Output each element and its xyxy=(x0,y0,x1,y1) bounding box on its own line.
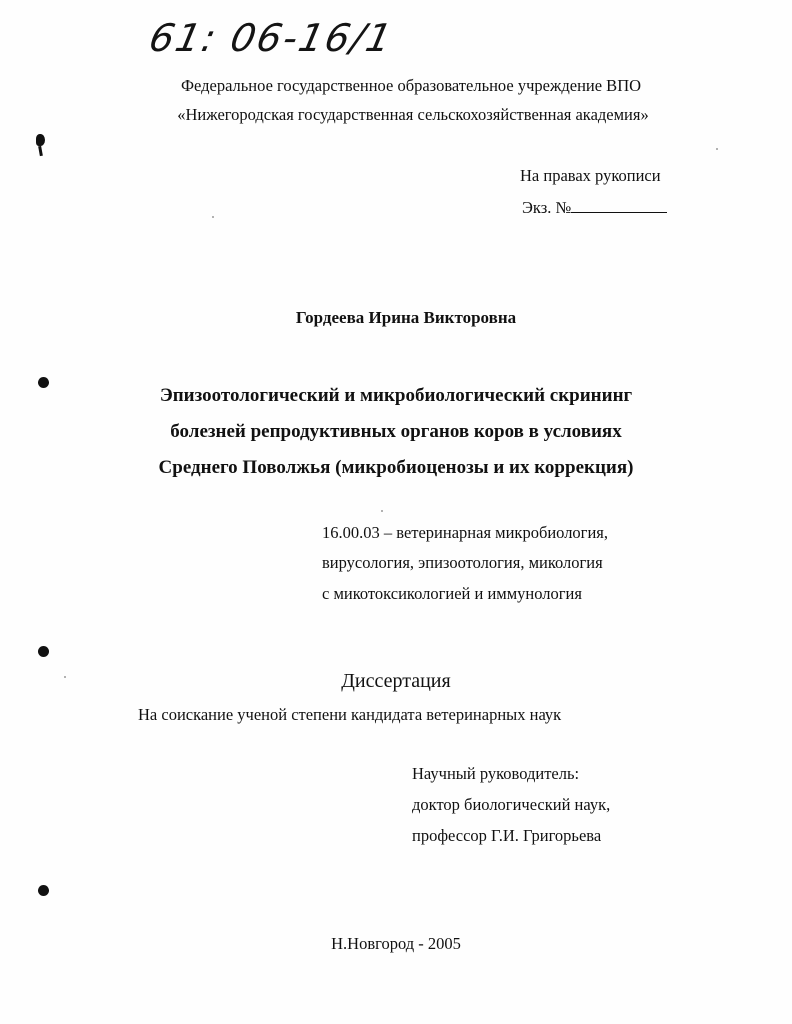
punch-hole-dot xyxy=(38,885,49,896)
scan-speck xyxy=(64,676,66,678)
punch-hole-dot xyxy=(38,377,49,388)
author-name: Гордеева Ирина Викторовна xyxy=(295,308,517,327)
scan-mark xyxy=(36,134,46,156)
specialty-line-2: вирусология, эпизоотология, микология xyxy=(322,553,603,572)
supervisor-degree: доктор биологический наук, xyxy=(412,795,611,814)
copy-number-label: Экз. № xyxy=(522,198,572,217)
scan-speck xyxy=(381,510,383,512)
specialty-line-1: 16.00.03 – ветеринарная микробиология, xyxy=(322,523,608,542)
institution-line-2: «Нижегородская государственная сельскохозяйственная академия» xyxy=(177,105,649,124)
supervisor-label: Научный руководитель: xyxy=(412,764,580,783)
title-line-1: Эпизоотологический и микробиологический скрининг xyxy=(159,385,633,406)
punch-hole-dot xyxy=(38,646,49,657)
specialty-line-3: с микотоксикологией и иммунология xyxy=(322,584,582,603)
scan-speck xyxy=(716,148,718,150)
manuscript-rights: На правах рукописи xyxy=(520,166,661,185)
city-year: Н.Новгород - 2005 xyxy=(331,934,461,953)
title-line-2: болезней репродуктивных органов коров в условиях xyxy=(170,421,622,442)
scan-speck xyxy=(212,216,214,218)
title-line-3: Среднего Поволжья (микробиоценозы и их коррекция) xyxy=(158,457,634,478)
document-type: Диссертация xyxy=(341,670,451,692)
handwritten-archive-number: 61: 06-16/1 xyxy=(145,16,398,60)
degree-statement: На соискание ученой степени кандидата ветеринарных наук xyxy=(138,705,562,724)
copy-number-blank-line xyxy=(571,198,667,213)
copy-number xyxy=(522,198,667,218)
institution-line-1: Федеральное государственное образовательное учреждение ВПО xyxy=(180,76,642,95)
supervisor-name: профессор Г.И. Григорьева xyxy=(412,826,602,845)
